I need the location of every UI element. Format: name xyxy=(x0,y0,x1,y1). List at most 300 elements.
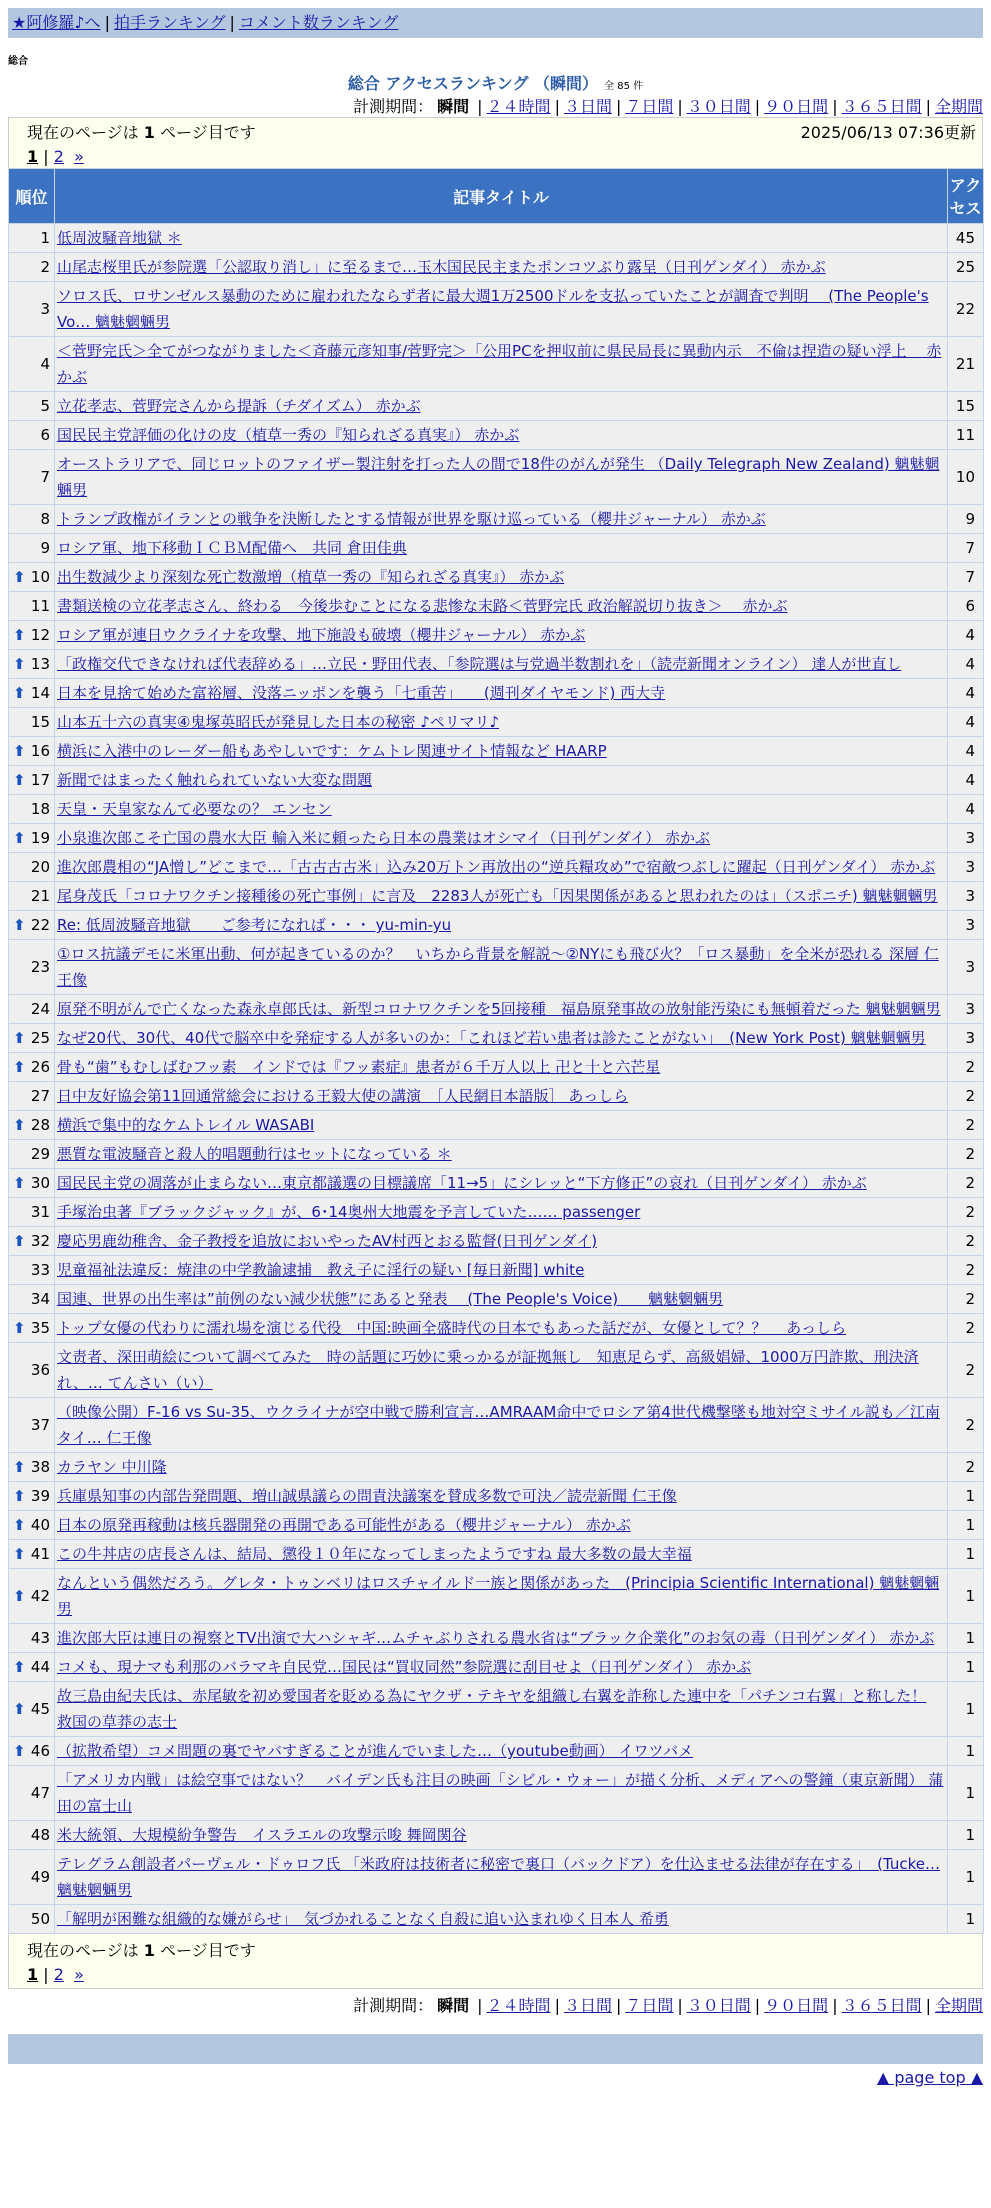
table-row xyxy=(9,1024,984,1053)
title-cell xyxy=(55,421,948,450)
rank-cell xyxy=(9,737,55,766)
title-cell xyxy=(55,1482,948,1511)
period-24h-bottom[interactable]: ２４時間 xyxy=(486,1996,551,2015)
table-row xyxy=(9,1905,984,1934)
table-row xyxy=(9,940,984,995)
rank-cell xyxy=(9,1482,55,1511)
rank-number: 28 xyxy=(30,1116,50,1134)
next-page-link[interactable]: » xyxy=(74,147,84,166)
page-2-link-bottom[interactable]: 2 xyxy=(53,1965,64,1984)
access-count: 3 xyxy=(948,853,984,882)
article-title-link[interactable]: 骨も“歯”もむしばむフッ素 インドでは『フッ素症』患者が６千万人以上 卍と十と六芒星 xyxy=(57,1058,661,1076)
next-page-link-bottom[interactable]: » xyxy=(74,1965,84,1984)
rank-up-arrow-icon: ⬆ xyxy=(13,1174,26,1192)
table-row xyxy=(9,1682,984,1737)
rank-number: 35 xyxy=(30,1319,50,1337)
rank-number: 13 xyxy=(30,655,50,673)
article-title-link[interactable]: なんという偶然だろう。グレタ・トゥンベリはロスチャイルド一族と関係があった (Principia Scientific International) 魑魅魍魎男 xyxy=(57,1574,940,1618)
rank-number: 18 xyxy=(30,800,50,818)
bottom-bar xyxy=(8,2034,983,2064)
access-count: 4 xyxy=(948,766,984,795)
article-title-link[interactable]: 「アメリカ内戦」は絵空事ではない？ バイデン氏も注目の映画「シビル・ウォー」が描く分析、メディアへの警鐘（東京新聞） 蒲田の富士山 xyxy=(57,1771,944,1815)
title-cell xyxy=(55,1227,948,1256)
rank-number: 15 xyxy=(30,713,50,731)
article-title-link[interactable]: なぜ20代、30代、40代で脳卒中を発症する人が多いのか：「これほど若い患者は診たことがない」 (New York Post) 魑魅魍魎男 xyxy=(57,1029,926,1047)
access-count: 2 xyxy=(948,1169,984,1198)
period-24h[interactable]: ２４時間 xyxy=(486,97,551,116)
article-title-link[interactable]: 進次郎大臣は連日の視察とTV出演で大ハシャギ…ムチャぶりされる農水省は“ブラック企業化”のお気の毒（日刊ゲンダイ） 赤かぶ xyxy=(57,1629,935,1647)
rank-up-arrow-icon: ⬆ xyxy=(13,1458,26,1476)
access-count: 1 xyxy=(948,1737,984,1766)
rank-number: 37 xyxy=(30,1416,50,1434)
page-1-current: 1 xyxy=(27,147,39,166)
article-title-link[interactable]: ロシア軍が連日ウクライナを攻撃、地下施設も破壊（櫻井ジャーナル） 赤かぶ xyxy=(57,626,586,644)
rank-cell xyxy=(9,253,55,282)
rank-cell xyxy=(9,1198,55,1227)
table-row xyxy=(9,1198,984,1227)
article-title-link[interactable]: ソロス氏、ロサンゼルス暴動のために雇われたならず者に最大週1万2500ドルを支払っていたことが調査で判明 (The People's Vo… 魑魅魍魎男 xyxy=(57,287,929,331)
rank-cell xyxy=(9,1082,55,1111)
rank-up-arrow-icon: ⬆ xyxy=(13,1658,26,1676)
rank-number: 1 xyxy=(40,229,50,247)
rank-up-arrow-icon: ⬆ xyxy=(13,655,26,673)
rank-number: 3 xyxy=(40,300,50,318)
rank-number: 30 xyxy=(30,1174,50,1192)
rank-cell xyxy=(9,911,55,940)
access-count: 15 xyxy=(948,392,984,421)
title-cell xyxy=(55,621,948,650)
rank-number: 7 xyxy=(40,468,50,486)
period-7d[interactable]: ７日間 xyxy=(625,97,674,116)
rank-cell xyxy=(9,592,55,621)
access-count: 22 xyxy=(948,282,984,337)
rank-up-arrow-icon: ⬆ xyxy=(13,771,26,789)
rank-cell xyxy=(9,1453,55,1482)
period-90d-bottom[interactable]: ９０日間 xyxy=(764,1996,829,2015)
table-row xyxy=(9,1511,984,1540)
table-row xyxy=(9,1285,984,1314)
access-count: 2 xyxy=(948,1256,984,1285)
rank-cell xyxy=(9,1766,55,1821)
table-row xyxy=(9,1169,984,1198)
article-title-link[interactable]: 国民民主党評価の化けの皮（植草一秀の『知られざる真実』） 赤かぶ xyxy=(57,426,520,444)
access-count: 2 xyxy=(948,1140,984,1169)
article-title-link[interactable]: Re: 低周波騒音地獄 ご参考になれば・・・ yu-min-yu xyxy=(57,916,452,934)
table-row xyxy=(9,882,984,911)
table-row xyxy=(9,337,984,392)
table-row xyxy=(9,1256,984,1285)
rank-up-arrow-icon: ⬆ xyxy=(13,1029,26,1047)
title-cell xyxy=(55,1140,948,1169)
article-title-link[interactable]: 原発不明がんで亡くなった森永卓郎氏は、新型コロナワクチンを5回接種 福島原発事故の放射能汚染にも無頓着だった 魑魅魍魎男 xyxy=(57,1000,941,1018)
access-count: 2 xyxy=(948,1082,984,1111)
article-title-link[interactable]: 出生数減少より深刻な死亡数激増（植草一秀の『知られざる真実』） 赤かぶ xyxy=(57,568,565,586)
period-3d-bottom[interactable]: ３日間 xyxy=(563,1996,612,2015)
title-cell xyxy=(55,1398,948,1453)
article-title-link[interactable]: オーストラリアで、同じロットのファイザー製注射を打った人の間で18件のがんが発生 （Daily Telegraph New Zealand) 魑魅魍魎男 xyxy=(57,455,940,499)
title-cell xyxy=(55,1737,948,1766)
article-title-link[interactable]: 日本を見捨て始めた富裕層、没落ニッポンを襲う「七重苦」 (週刊ダイヤモンド) 西大寺 xyxy=(57,684,666,702)
table-row xyxy=(9,563,984,592)
rank-number: 4 xyxy=(40,355,50,373)
access-count: 2 xyxy=(948,1053,984,1082)
rank-number: 43 xyxy=(30,1629,50,1647)
period-30d-bottom[interactable]: ３０日間 xyxy=(686,1996,751,2015)
rank-number: 5 xyxy=(40,397,50,415)
pager-top: 現在のページは 1 ページ目です 2025/06/13 07:36更新 1 | 2 » xyxy=(8,117,983,168)
access-count: 21 xyxy=(948,337,984,392)
rank-up-arrow-icon: ⬆ xyxy=(13,568,26,586)
rank-cell xyxy=(9,1682,55,1737)
rank-cell xyxy=(9,1111,55,1140)
rank-number: 17 xyxy=(30,771,50,789)
rank-number: 2 xyxy=(40,258,50,276)
title-cell xyxy=(55,1569,948,1624)
title-cell xyxy=(55,1682,948,1737)
nav-comment-ranking[interactable]: コメント数ランキング xyxy=(238,13,399,32)
table-row xyxy=(9,534,984,563)
access-count: 4 xyxy=(948,737,984,766)
article-title-link[interactable]: 日中友好協会第11回通常総会における王毅大使の講演 ［人民網日本語版］ あっしら xyxy=(57,1087,629,1105)
period-365d[interactable]: ３６５日間 xyxy=(841,97,922,116)
rank-cell xyxy=(9,1343,55,1398)
rank-number: 32 xyxy=(30,1232,50,1250)
access-count: 2 xyxy=(948,1453,984,1482)
article-title-link[interactable]: トップ女優の代わりに濡れ場を演じる代役 中国:映画全盛時代の日本でもあった話だが、女優として？？ あっしら xyxy=(57,1319,847,1337)
rank-number: 40 xyxy=(30,1516,50,1534)
article-title-link[interactable]: 故三島由紀夫氏は、赤尾敏を初め愛国者を貶める為にヤクザ・テキヤを組織し右翼を詐称した連中を「パチンコ右翼」と称した！ 救国の草莽の志士 xyxy=(57,1687,927,1731)
rank-number: 48 xyxy=(30,1826,50,1844)
article-title-link[interactable]: トランプ政権がイランとの戦争を決断したとする情報が世界を駆け巡っている（櫻井ジャーナル） 赤かぶ xyxy=(57,510,766,528)
col-access-header: アクセス xyxy=(948,169,984,224)
article-title-link[interactable]: 「解明が困難な組織的な嫌がらせ」 気づかれることなく自殺に追い込まれゆく日本人 希勇 xyxy=(57,1910,669,1928)
title-cell xyxy=(55,1053,948,1082)
table-row xyxy=(9,253,984,282)
period-90d[interactable]: ９０日間 xyxy=(764,97,829,116)
rank-number: 27 xyxy=(30,1087,50,1105)
article-title-link[interactable]: 慶応男鹿幼稚舎、金子教授を追放においやったAV村西とおる監督(日刊ゲンダイ) xyxy=(57,1232,598,1250)
article-title-link[interactable]: 書類送検の立花孝志さん、終わる 今後歩むことになる悲惨な末路＜菅野完氏 政治解説切り抜き＞ 赤かぶ xyxy=(57,597,788,615)
table-row xyxy=(9,1343,984,1398)
title-cell xyxy=(55,995,948,1024)
rank-cell xyxy=(9,1511,55,1540)
access-count: 2 xyxy=(948,1227,984,1256)
rank-number: 45 xyxy=(30,1700,50,1718)
article-title-link[interactable]: 文责者、深田萌絵について調べてみた 時の話題に巧妙に乗っかるが証拠無し 知恵足らず、高級娼婦、1000万円詐欺、刑決済れ、… てんさい（い） xyxy=(57,1348,919,1392)
table-row xyxy=(9,421,984,450)
title-cell xyxy=(55,282,948,337)
title-cell xyxy=(55,1111,948,1140)
total-count: 全 85 件 xyxy=(604,81,644,92)
table-row xyxy=(9,737,984,766)
article-title-link[interactable]: 尾身茂氏「コロナワクチン接種後の死亡事例」に言及 2283人が死亡も「因果関係があると思われたのは」（スポニチ) 魑魅魍魎男 xyxy=(57,887,938,905)
rank-cell xyxy=(9,882,55,911)
access-count: 1 xyxy=(948,1905,984,1934)
ranking-title: 総合 アクセスランキング （瞬間） xyxy=(347,74,599,93)
rank-number: 26 xyxy=(30,1058,50,1076)
rank-number: 23 xyxy=(30,958,50,976)
access-count: 1 xyxy=(948,1850,984,1905)
title-cell xyxy=(55,853,948,882)
rank-number: 41 xyxy=(30,1545,50,1563)
article-title-link[interactable]: 「政権交代できなければ代表辞める」…立民・野田代表、「参院選は与党過半数割れを」（読売新聞オンライン） 達人が世直し xyxy=(57,655,902,673)
article-title-link[interactable]: 悪質な電波騒音と殺人的唱題動行はセットになっている ＊ xyxy=(57,1145,452,1163)
access-count: 3 xyxy=(948,940,984,995)
access-count: 2 xyxy=(948,1343,984,1398)
rank-cell xyxy=(9,1140,55,1169)
nav-applause-ranking[interactable]: 拍手ランキング xyxy=(113,13,226,32)
page-top-link[interactable]: ▲ page top ▲ xyxy=(876,2068,983,2087)
article-title-link[interactable]: 立花孝志、菅野完さんから提訴（チダイズム） 赤かぶ xyxy=(57,397,421,415)
access-count: 45 xyxy=(948,224,984,253)
rank-cell xyxy=(9,1850,55,1905)
updated-time: 2025/06/13 07:36更新 xyxy=(800,123,976,142)
access-count: 3 xyxy=(948,824,984,853)
title-cell xyxy=(55,708,948,737)
table-row xyxy=(9,1140,984,1169)
article-title-link[interactable]: 進次郎農相の“JA憎し”どこまで…「古古古古米」込み20万トン再放出の“逆兵糧攻め”で宿敵つぶしに躍起（日刊ゲンダイ） 赤かぶ xyxy=(57,858,936,876)
article-title-link[interactable]: 新聞ではまったく触れられていない大変な問題 xyxy=(57,771,373,789)
page-1-current-bottom: 1 xyxy=(27,1965,39,1984)
rank-cell xyxy=(9,563,55,592)
access-count: 1 xyxy=(948,1624,984,1653)
rank-number: 16 xyxy=(30,742,50,760)
title-cell xyxy=(55,1285,948,1314)
current-page-text: 現在のページは 1 ページ目です xyxy=(27,123,256,142)
article-title-link[interactable]: 天皇・天皇家なんて必要なの？ エンセン xyxy=(57,800,332,818)
article-title-link[interactable]: テレグラム創設者パーヴェル・ドゥロフ氏 「米政府は技術者に秘密で裏口（バックドア）を仕込ませる法律が存在する」 (Tucke… 魑魅魍魎男 xyxy=(57,1855,940,1899)
article-title-link[interactable]: この牛丼店の店長さんは、結局、懲役１０年になってしまったようですね 最大多数の最大幸福 xyxy=(57,1545,692,1563)
rank-number: 9 xyxy=(40,539,50,557)
rank-cell xyxy=(9,1398,55,1453)
access-count: 4 xyxy=(948,679,984,708)
rank-number: 10 xyxy=(30,568,50,586)
access-count: 2 xyxy=(948,1111,984,1140)
rank-cell xyxy=(9,1256,55,1285)
rank-up-arrow-icon: ⬆ xyxy=(13,684,26,702)
rank-cell xyxy=(9,1821,55,1850)
period-7d-bottom[interactable]: ７日間 xyxy=(625,1996,674,2015)
table-row xyxy=(9,1569,984,1624)
table-header xyxy=(9,169,984,224)
col-rank-header: 順位 xyxy=(9,169,55,224)
article-title-link[interactable]: 横浜で集中的なケムトレイル WASABI xyxy=(57,1116,315,1134)
rank-number: 8 xyxy=(40,510,50,528)
table-row xyxy=(9,1398,984,1453)
rank-number: 24 xyxy=(30,1000,50,1018)
access-count: 9 xyxy=(948,505,984,534)
article-title-link[interactable]: 小泉進次郎こそ亡国の農水大臣 輸入米に頼ったら日本の農業はオシマイ（日刊ゲンダイ） 赤かぶ xyxy=(57,829,711,847)
table-row xyxy=(9,592,984,621)
rank-cell xyxy=(9,282,55,337)
rank-up-arrow-icon: ⬆ xyxy=(13,1516,26,1534)
article-title-link[interactable]: 兵庫県知事の内部告発問題、増山誠県議らの問責決議案を賛成多数で可決／読売新聞 仁王像 xyxy=(57,1487,677,1505)
rank-cell xyxy=(9,1024,55,1053)
rank-number: 6 xyxy=(40,426,50,444)
ranking-rows xyxy=(9,224,984,1934)
title-cell xyxy=(55,1653,948,1682)
article-title-link[interactable]: ＜菅野完氏＞全てがつながりました＜斉藤元彦知事/菅野完＞「公用PCを押収前に県民局長に異動内示 不倫は捏造の疑い浮上 赤かぶ xyxy=(57,342,942,386)
title-cell xyxy=(55,1850,948,1905)
page-2-link[interactable]: 2 xyxy=(53,147,64,166)
article-title-link[interactable]: （映像公開）F-16 vs Su-35、ウクライナが空中戦で勝利宣言…AMRAAM命中でロシア第4世代機撃墜も地対空ミサイル説も／江南タイ… 仁王像 xyxy=(57,1403,940,1447)
rank-number: 42 xyxy=(30,1587,50,1605)
article-title-link[interactable]: 日本の原発再稼動は核兵器開発の再開である可能性がある（櫻井ジャーナル） 赤かぶ xyxy=(57,1516,631,1534)
article-title-link[interactable]: コメも、現ナマも利那のバラマキ自民党…国民は“買収同然”参院選に刮目せよ（日刊ゲンダイ） 赤かぶ xyxy=(57,1658,752,1676)
table-row xyxy=(9,1314,984,1343)
table-row xyxy=(9,282,984,337)
article-title-link[interactable]: 手塚治虫著『ブラックジャック』が、6･14奥州大地震を予言していた…… passenger xyxy=(57,1203,641,1221)
table-row xyxy=(9,621,984,650)
period-365d-bottom[interactable]: ３６５日間 xyxy=(841,1996,922,2015)
table-row xyxy=(9,679,984,708)
title-cell xyxy=(55,534,948,563)
table-row xyxy=(9,911,984,940)
title-cell xyxy=(55,737,948,766)
rank-up-arrow-icon: ⬆ xyxy=(13,829,26,847)
article-title-link[interactable]: 児童福祉法違反：焼津の中学教諭逮捕 教え子に淫行の疑い [毎日新聞] white xyxy=(57,1261,585,1279)
table-row xyxy=(9,1453,984,1482)
access-count: 1 xyxy=(948,1511,984,1540)
rank-cell xyxy=(9,824,55,853)
rank-number: 31 xyxy=(30,1203,50,1221)
table-row xyxy=(9,1850,984,1905)
rank-cell xyxy=(9,995,55,1024)
rank-number: 47 xyxy=(30,1784,50,1802)
table-row xyxy=(9,650,984,679)
rank-cell xyxy=(9,1569,55,1624)
article-title-link[interactable]: ロシア軍、地下移動ＩＣＢＭ配備へ 共同 倉田佳典 xyxy=(57,539,407,557)
table-row xyxy=(9,766,984,795)
title-cell xyxy=(55,1082,948,1111)
title-cell xyxy=(55,592,948,621)
article-title-link[interactable]: 山本五十六の真実④鬼塚英昭氏が発見した日本の秘密 ♪ペリマリ♪ xyxy=(57,713,500,731)
current-page-text-bottom: 現在のページは 1 ページ目です xyxy=(27,1941,256,1960)
page-title xyxy=(0,71,991,94)
pager-bottom: 現在のページは 1 ページ目です 1 | 2 » xyxy=(8,1934,983,1989)
table-row xyxy=(9,1737,984,1766)
access-count: 4 xyxy=(948,708,984,737)
title-cell xyxy=(55,392,948,421)
access-count: 1 xyxy=(948,1821,984,1850)
rank-number: 14 xyxy=(30,684,50,702)
access-count: 1 xyxy=(948,1482,984,1511)
title-cell xyxy=(55,882,948,911)
access-count: 2 xyxy=(948,1398,984,1453)
rank-number: 12 xyxy=(30,626,50,644)
article-title-link[interactable]: 低周波騒音地獄 ＊ xyxy=(57,229,182,247)
rank-cell xyxy=(9,450,55,505)
rank-cell xyxy=(9,766,55,795)
period-3d[interactable]: ３日間 xyxy=(563,97,612,116)
table-row xyxy=(9,995,984,1024)
table-row xyxy=(9,505,984,534)
access-count: 2 xyxy=(948,1314,984,1343)
title-cell xyxy=(55,1511,948,1540)
title-cell xyxy=(55,650,948,679)
access-count: 7 xyxy=(948,563,984,592)
nav-separator: | xyxy=(229,13,235,32)
access-count: 3 xyxy=(948,1024,984,1053)
title-cell xyxy=(55,253,948,282)
table-row xyxy=(9,1482,984,1511)
article-title-link[interactable]: （拡散希望）コメ問題の裏でヤバすぎることが進んでいました…（youtube動画） イワツバメ xyxy=(57,1742,694,1760)
top-nav xyxy=(8,8,983,38)
rank-number: 21 xyxy=(30,887,50,905)
title-cell xyxy=(55,1540,948,1569)
period-all[interactable]: 全期間 xyxy=(934,97,983,116)
title-cell xyxy=(55,337,948,392)
period-label: 計測期間： xyxy=(353,97,434,116)
article-title-link[interactable]: 米大統領、大規模紛争警告 イスラエルの攻撃示唆 舞岡関谷 xyxy=(57,1826,467,1844)
rank-cell xyxy=(9,1285,55,1314)
access-count: 3 xyxy=(948,995,984,1024)
table-row xyxy=(9,1766,984,1821)
rank-cell xyxy=(9,505,55,534)
title-cell xyxy=(55,563,948,592)
title-cell xyxy=(55,1624,948,1653)
access-count: 1 xyxy=(948,1653,984,1682)
access-count: 3 xyxy=(948,882,984,911)
title-cell xyxy=(55,824,948,853)
table-row xyxy=(9,1082,984,1111)
col-title-header: 記事タイトル xyxy=(55,169,948,224)
rank-cell xyxy=(9,1624,55,1653)
rank-up-arrow-icon: ⬆ xyxy=(13,626,26,644)
rank-number: 46 xyxy=(30,1742,50,1760)
access-count: 2 xyxy=(948,1198,984,1227)
rank-up-arrow-icon: ⬆ xyxy=(13,1319,26,1337)
rank-up-arrow-icon: ⬆ xyxy=(13,1700,26,1718)
article-title-link[interactable]: 国連、世界の出生率は”前例のない減少状態”にあると発表 (The People's Voice) 魑魅魍魎男 xyxy=(57,1290,724,1308)
rank-cell xyxy=(9,1905,55,1934)
table-row xyxy=(9,1053,984,1082)
rank-up-arrow-icon: ⬆ xyxy=(13,1232,26,1250)
nav-asyura-home[interactable]: ★阿修羅♪へ xyxy=(12,13,101,32)
title-cell xyxy=(55,766,948,795)
article-title-link[interactable]: 山尾志桜里氏が参院選「公認取り消し」に至るまで…玉木国民民主またポンコツぶり露呈（日刊ゲンダイ） 赤かぶ xyxy=(57,258,826,276)
access-count: 1 xyxy=(948,1540,984,1569)
access-count: 25 xyxy=(948,253,984,282)
rank-number: 11 xyxy=(30,597,50,615)
title-cell xyxy=(55,1024,948,1053)
rank-cell xyxy=(9,679,55,708)
rank-number: 39 xyxy=(30,1487,50,1505)
rank-number: 44 xyxy=(30,1658,50,1676)
title-cell xyxy=(55,1821,948,1850)
article-title-link[interactable]: 国民民主党の凋落が止まらない…東京都議選の目標議席「11→5」にシレッと“下方修正”の哀れ（日刊ゲンダイ） 赤かぶ xyxy=(57,1174,867,1192)
rank-cell xyxy=(9,1053,55,1082)
table-row xyxy=(9,1653,984,1682)
article-title-link[interactable]: ①ロス抗議デモに米軍出動、何が起きているのか？ いちから背景を解説～②NYにも飛び火？「ロス暴動」を全米が恐れる 深層 仁王像 xyxy=(57,945,939,989)
rank-cell xyxy=(9,853,55,882)
title-cell xyxy=(55,1343,948,1398)
title-cell xyxy=(55,1453,948,1482)
rank-number: 49 xyxy=(30,1868,50,1886)
period-30d[interactable]: ３０日間 xyxy=(686,97,751,116)
period-current: 瞬間 xyxy=(437,97,470,116)
table-row xyxy=(9,824,984,853)
title-cell xyxy=(55,1198,948,1227)
period-all-bottom[interactable]: 全期間 xyxy=(934,1996,983,2015)
period-selector-bottom: 計測期間： 瞬間 | ２４時間 | ３日間 | ７日間 | ３０日間 | ９０日間 | ３６５日間 | 全期間 xyxy=(353,1996,983,2015)
rank-cell xyxy=(9,337,55,392)
table-row xyxy=(9,853,984,882)
article-title-link[interactable]: 横浜に入港中のレーダー船もあやしいです：ケムトレ関連サイト情報など HAARP xyxy=(57,742,607,760)
article-title-link[interactable]: カラヤン 中川隆 xyxy=(57,1458,167,1476)
table-row xyxy=(9,1821,984,1850)
rank-number: 19 xyxy=(30,829,50,847)
